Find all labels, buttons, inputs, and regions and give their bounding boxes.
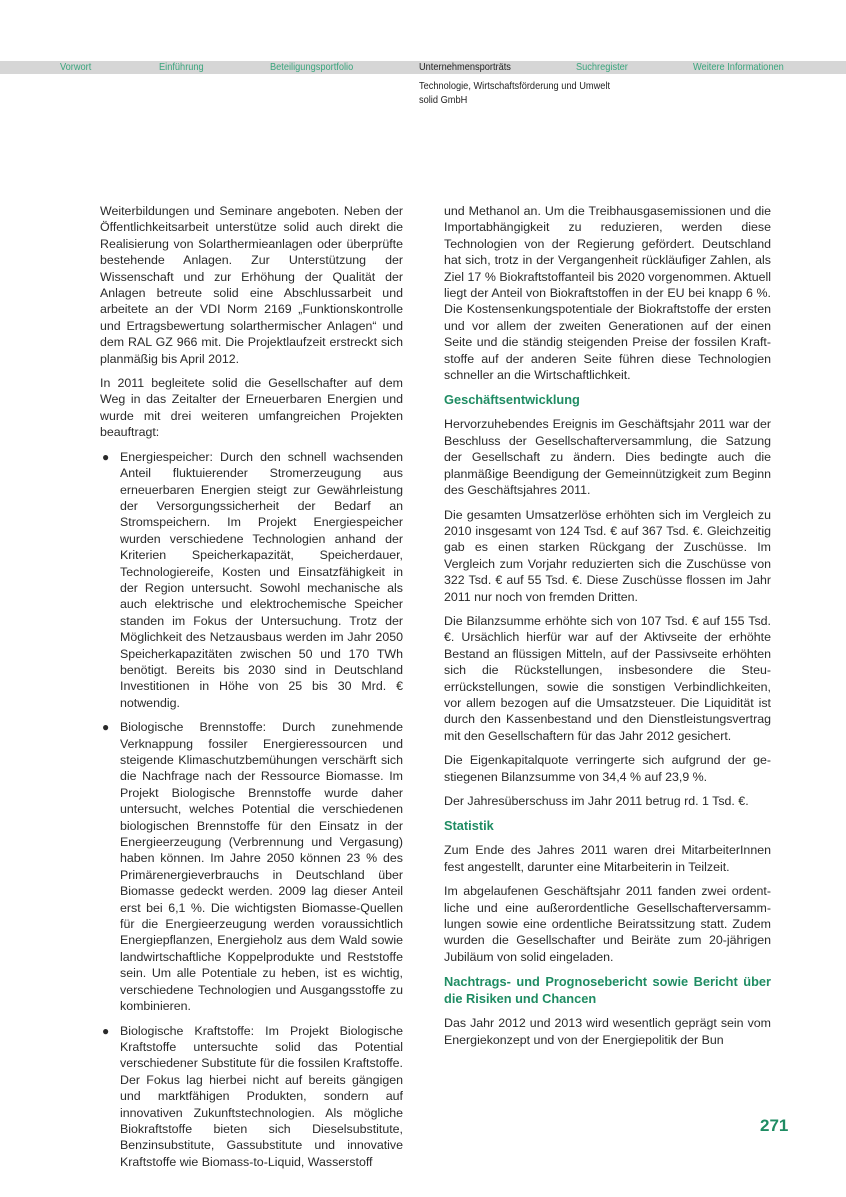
bullet-icon: ● [102,720,110,735]
nav-link-vorwort[interactable]: Vorwort [60,61,92,73]
section-navigation-bar [0,61,846,74]
paragraph: Im abgelaufenen Geschäftsjahr 2011 fanden zwei ordentliche und eine außerordentliche Gesellschafterversammlungen sowie eine ordentliche Beiratssitzung statt. Zudem wurden die Gesellschafter und Beiräte zum 20-jährigen Jubiläum von solid eingeladen. [444,884,771,964]
paragraph: Hervorzuhebendes Ereignis im Geschäftsjahr 2011 war der Beschluss der Gesellschafterversammlung, die Satzung der Gesellschaft zu ändern. Dies bedingte auch die planmäßige Beendigung der Gemeinnützigkeit zum Beginn des Geschäftsjahres 2011. [444,417,771,498]
nav-link-beteiligungsportfolio[interactable]: Beteiligungsportfolio [270,61,354,73]
nav-link-einfuehrung[interactable]: Einführung [159,61,204,73]
section-heading: Statistik [444,818,494,834]
list-item [100,1023,403,1171]
bullet-icon: ● [102,1023,110,1038]
list-item [100,719,403,1014]
right-column [444,203,771,1056]
project-list [100,449,403,1170]
company-name: solid GmbH [419,94,468,106]
paragraph: Die gesamten Umsatzerlöse erhöhten sich im Vergleich zu 2010 insgesamt von 124 Tsd. € auf 367 Tsd. €. Gleichzeitig gab es einen starken Rückgang der Zuschüsse. Im Vergleich zum Vorjahr reduzierten sich die Zuschüsse von 322 Tsd. € auf 55 Tsd. €. Diese Zuschüsse flossen im Jahr 2011 nur noch von fremden Dritten. [444,507,771,604]
left-column [100,203,403,1178]
paragraph: Die Eigenkapitalquote verringerte sich aufgrund der gestiegenen Bilanzsumme von 34,4 % auf 23,9 %. [444,753,771,784]
nav-link-unternehmensportraets[interactable]: Unternehmensporträts [419,61,511,73]
page-number: 271 [760,1116,789,1135]
paragraph: Der Jahresüberschuss im Jahr 2011 betrug rd. 1 Tsd. €. [444,794,749,808]
paragraph: und Methanol an. Um die Treibhausgasemissionen und die Importabhängigkeit zu reduzieren, werden diese Technologien von der Regierung gefördert. Deutschland hat sich, trotz in der Vergangenheit rückläufiger Zahlen, als Ziel 17 % Biokraftstoffanteil bis 2020 vorgenommen. Aktuell liegt der Anteil von Biokraftstoffen in der EU bei knapp 6 %. Die Kostensenkungspotentiale der Biokraftstoffe der ersten und vor allem der zweiten Generationen auf der einen Seite und die ständig steigenden Preise der fossilen Kraftstoffe auf der anderen Seite führen diese Technologien schneller an die Wirtschaftlichkeit. [444,204,771,383]
section-subtitle: Technologie, Wirtschaftsförderung und Umwelt [419,80,611,92]
bullet-icon: ● [102,449,110,464]
list-item-text: Energiespeicher: Durch den schnell wachsenden Anteil fluktuierender Stromerzeugung aus erneuerbaren Energien steigt zur Gewährleistung der Versorgungssicherheit der Bedarf an Stromspeichern. Im Projekt Energiespeicher wurden verschiedene Technologien anhand der Kriterien Speicherkapazität, Speicherdauer, Technologiereife, Kosten und Einsatzfähigkeit in der Region untersucht. Sowohl mechanische als auch elektrische und elektrochemische Speicher standen im Fokus der Untersuchung. Trotz der Möglichkeit des Netzausbaus werden im Jahr 2050 Speicherkapazitäten zwischen 50 und 170 TWh benötigt. Bereits bis 2030 sind in Deutschland Investitionen in Höhe von 25 bis 30 Mrd. € notwendig. [120,449,403,710]
paragraph: Die Bilanzsumme erhöhte sich von 107 Tsd. € auf 155 Tsd. €. Ursächlich hierfür war auf der Aktivseite der erhöhte Bestand an flüssigen Mitteln, auf der Passivseite erhöhten sich die Rückstellungen, insbesondere die Steuerrückstellungen, sowie die sonstigen Verbindlichkeiten, vor allem bezogen auf die Umsatzsteuer. Die Liquidität ist durch den Kassenbestand und den Dienstleistungsvertrag mit den Gesellschaftern für das Jahr 2012 gesichert. [444,613,771,743]
paragraph: Zum Ende des Jahres 2011 waren drei MitarbeiterInnen fest angestellt, darunter eine Mitarbeiterin in Teilzeit. [444,843,771,874]
paragraph: Das Jahr 2012 und 2013 wird wesentlich geprägt sein vom Energiekonzept und von der Energiepolitik der Bun [444,1016,771,1047]
section-heading: Geschäftsentwicklung [444,392,580,408]
paragraph: In 2011 begleitete solid die Gesellschafter auf dem Weg in das Zeitalter der Erneuerbaren Energien und wurde mit drei weiteren umfangreichen Projekten beauftragt: [100,376,403,440]
list-item-text: Biologische Brennstoffe: Durch zunehmende Verknappung fossiler Energieressourcen und steigende Klimaschutzbemühungen verschärft sich die Nachfrage nach der Ressource Biomasse. Im Projekt Biologische Brennstoffe wurde daher untersucht, welches Potential die verschiedenen biologischen Brennstoffe für den Einsatz in der Energieerzeugung (Verbrennung und Vergasung) haben können. Im Jahre 2050 können 23 % des Primärenergieverbrauchs in Deutschland über Biomasse gedeckt werden. 2009 lag dieser Anteil erst bei 6,1 %. Die wichtigsten Biomasse-Quellen für die Energieerzeugung werden voraussichtlich Energiepflanzen, Energieholz aus dem Wald sowie landwirtschaftliche Koppelprodukte und Reststoffe sein. Um alle Potentiale zu heben, ist es wichtig, verschiedene Technologien und Ausgangsstoffe zu kombinieren. [120,720,403,1014]
nav-link-weitere-informationen[interactable]: Weitere Informationen [693,61,784,73]
list-item-text: Biologische Kraftstoffe: Im Projekt Biologische Kraftstoffe untersuchte solid das Potential verschiedener Substitute für die fossilen Kraftstoffe. Der Fokus lag hierbei nicht auf bereits gängigen und marktfähigen Produkten, sondern auf innovativen Zukunftstechnologien. Als mögliche Biokraftstoffe bieten sich Dieselsubstitute, Benzinsubstitute, Gassubstitute und innovative Kraftstoffe wie Biomass-to-Liquid, Wasserstoff [120,1023,403,1169]
list-item [100,449,403,712]
paragraph: Weiterbildungen und Seminare angeboten. Neben der Öffentlichkeitsarbeit unterstütze solid auch direkt die Realisierung von Solarthermieanlagen oder überprüfte bestehende Anlagen. Zur Unterstützung der Wissenschaft und zur Erhöhung der Qualität der Anlagen betreute solid eine Abschlussarbeit und arbeitete an der VDI Norm 2169 „Funktionskontrolle und Ertragsbewertung solarthermischer Anlagen“ und dem RAL GZ 966 mit. Die Projektlaufzeit erstreckt sich planmäßig bis April 2012. [100,204,403,366]
section-heading: Nachtrags- und Prognosebericht sowie Bericht über die Risiken und Chancen [444,974,771,1007]
nav-link-suchregister[interactable]: Suchregister [576,61,628,73]
